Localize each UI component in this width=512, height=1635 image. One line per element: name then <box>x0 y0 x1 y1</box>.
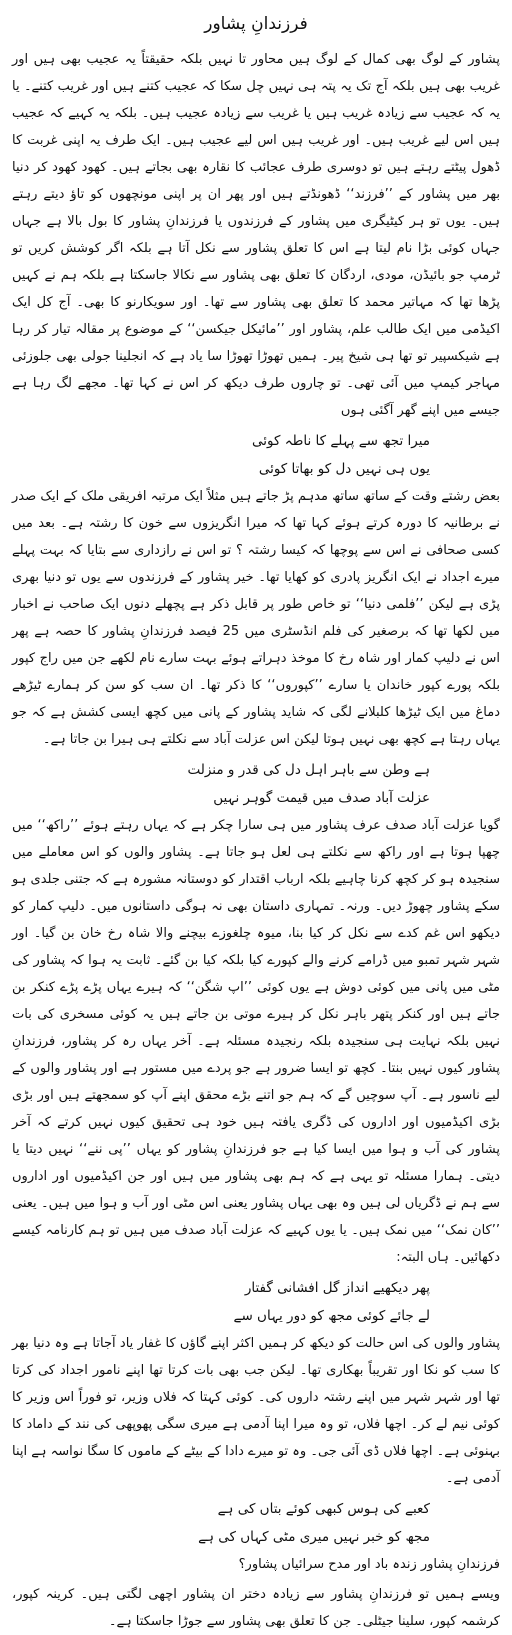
verse-line: مجھ کو خبر نہیں میری مٹی کہاں کی ہے <box>198 1529 430 1545</box>
paragraph: بعض رشتے وقت کے ساتھ ساتھ مدہم پڑ جاتے ہیں مثلاً ایک مرتبہ افریقی ملک کے ایک صدر نے برطانیہ کا دورہ کرتے ہوئے کہا تھا کہ میرا انگریزوں سے خون کا رشتہ ہے۔ بعد میں کسی صحافی نے اس سے پوچھا کہ کیسا رشتہ ؟ تو اس نے رازداری سے بتایا کہ بہت پہلے میرے اجداد نے ایک انگریز پادری کو کھایا تھا۔ خیر پشاور کے فرزندوں سے یوں تو دنیا بھری پڑی ہے لیکن ’’فلمی دنیا‘‘ تو خاص طور پر قابل ذکر ہے پچھلے دنوں ایک صاحب نے اخبار میں لکھا تھا کہ برصغیر کی فلم انڈسٹری میں 25 فیصد فرزندانِ پشاور کا حصہ ہے پھر اس نے دلیپ کمار اور شاہ رخ کا موخذ دہراتے ہوئے بہت سارے نام لکھے جن میں راج کپور بلکہ پورے کپور خاندان یا سارے ’’کپوروں‘‘ کا ذکر تھا۔ ان سب کو سن کر ہمارے ٹیڑھے دماغ میں ایک ٹیڑھا کلبلانے لگی کہ شاید پشاور کے پانی میں کچھ ایسی کشش ہے کہ جو یہاں رہتا ہے کچھ بھی نہیں ہوتا لیکن اس عزلت آباد سے نکلتے ہی ہیرا بن جاتا ہے۔ <box>12 489 500 747</box>
verse-line: یوں ہی نہیں دل کو بھاتا کوئی <box>258 461 430 477</box>
paragraph: پشاور کے لوگ بھی کمال کے لوگ ہیں محاور تا نہیں بلکہ حقیقتاً یہ عجیب بھی ہیں اور غریب بھی ہیں بلکہ آج تک یہ پتہ ہی نہیں چل سکا کہ عجیب کتنے ہیں اور غریب کتنے۔ یا یہ کہ عجیب سے زیادہ غریب ہیں یا غریب سے زیادہ عجیب ہیں۔ بلکہ یہ کہیے کہ عجیب ہیں اس لیے غریب ہیں۔ اور غریب ہیں اس لیے عجیب ہیں۔ ایک طرف یہ اپنی غربت کا ڈھول پیٹتے رہتے ہیں تو دوسری طرف عجائب کا نقارہ بھی بجاتے ہیں۔ کھود کھود کر دنیا بھر میں پشاور کے ’’فرزند‘‘ ڈھونڈتے ہیں اور پھر ان پر اپنی مونچھوں کو تاؤ دیتے رہتے ہیں۔ یوں تو ہر کیٹیگری میں پشاور کے فرزندوں یا فرزندانِ پشاور کا بول بالا ہے جہاں جہاں کوئی بڑا نام لیتا ہے اس کا تعلق پشاور سے نکل آتا ہے بلکہ اگر کوشش کریں تو ٹرمپ جو بائیڈن، مودی، اردگان کا تعلق بھی پشاور سے نکالا جاسکتا ہے بلکہ ہم نے کہیں پڑھا تھا کہ مہاتیر محمد کا تعلق بھی پشاور سے تھا۔ اور سویکارنو کا بھی۔ آج کل ایک اکیڈمی میں ایک طالب علم، پشاور اور ’’مائیکل جیکسن‘‘ کے موضوع پر مقالہ تیار کر رہا ہے شیکسپیر تو تھا ہی شیخ پیر۔ ہمیں تھوڑا تھوڑا سا یاد ہے کہ انجلینا جولی بھی جلوزئی مہاجر کیمپ میں آئی تھی۔ تو چاروں طرف دیکھ کر اس نے کہا تھا۔ مجھے لگ رہا ہے جیسے میں اپنے گھر آگئی ہوں <box>12 52 500 418</box>
verse-line: عزلت آباد صدف میں قیمت گوہر نہیں <box>213 790 430 806</box>
verse-line: کعبے کی ہوس کبھی کوئے بتاں کی ہے <box>217 1501 430 1517</box>
verse-line: ہے وطن سے باہر اہل دل کی قدر و منزلت <box>187 762 430 778</box>
verse-line: لے جائے کوئی مجھ کو دور یہاں سے <box>233 1308 430 1324</box>
paragraph: ویسے ہمیں تو فرزندانِ پشاور سے زیادہ دختر ان پشاور اچھی لگتی ہیں۔ کرینہ کپور، کرشمہ کپور، سلینا جیٹلی۔ جن کا تعلق بھی پشاور سے جوڑا جاسکتا ہے۔ <box>12 1587 500 1629</box>
article-body <box>12 46 500 1635</box>
paragraph: گویا عزلت آباد صدف عرف پشاور میں ہی سارا چکر ہے کہ یہاں رہتے ہوئے ’’راکھ‘‘ میں چھپا ہوتا ہے اور راکھ سے نکلتے ہی لعل ہو جاتا ہے۔ پشاور والوں کو اس معاملے میں سنجیدہ ہو کر کچھ کرنا چاہیے بلکہ ارباب اقتدار کو دوستانہ مشورہ ہے کہ جتنی جلدی ہو سکے پشاور چھوڑ دیں۔ ورنہ۔ تمہاری داستان بھی نہ ہوگی داستانوں میں۔ دلیپ کمار کو دیکھو اس غم کدے سے نکل کر کیا بنا، میوہ چلغوزے بیچنے والا شاہ رخ خان بن گیا۔ اور شہر شہر تمبو میں ڈرامے کرنے والے کپورے کیا بلکہ کیا بن گئے۔ ثابت یہ ہوا کہ پشاور کی مٹی میں پانی میں کوئی دوش ہے یوں کوئی ’’اپ شگن‘‘ کہ ہیرے یہاں پڑے پڑے کنکر بن جاتے ہیں اور کنکر پتھر باہر نکل کر ہیرے موتی بن جاتے ہیں یہ کوئی مسخری کی بات نہیں بلکہ نہایت ہی سنجیدہ بلکہ رنجیدہ مسئلہ ہے۔ آخر یہاں رہ کر پشاور، فرزندانِ پشاور کیوں نہیں بنتا۔ کچھ تو ایسا ضرور ہے جو پردے میں مستور ہے اور پشاور والوں کے لیے ناسور ہے۔ آپ سوچیں گے کہ ہم جو اتنے بڑے محقق اپنے آپ کو سمجھتے ہیں اور بڑی بڑی اکیڈمیوں اور اداروں کی ڈگری یافتہ ہیں خود ہی تحقیق کیوں نہیں کرتے کہ آخر پشاور کی آب و ہوا میں ایسا کیا ہے جو فرزندانِ پشاور کو یہاں ’’پی ننے‘‘ نہیں دیتا یا دیتی۔ ہمارا مسئلہ تو یہی ہے کہ ہم بھی پشاور میں ہیں اور جن اکیڈمیوں اور اداروں سے ہم نے ڈگریاں لی ہیں وہ بھی یہاں پشاور یعنی اس مٹی اور آب و ہوا میں ہیں۔ یعنی ’’کان نمک‘‘ میں نمک ہیں۔ یا یوں کہیے کہ عزلت آباد صدف میں ہیں تو ہم کارنامہ کیسے دکھائیں۔ ہاں البتہ: <box>12 818 500 1265</box>
verse-line: پھر دیکھیے انداز گل افشانی گفتار <box>244 1280 430 1296</box>
paragraph: پشاور والوں کی اس حالت کو دیکھ کر ہمیں اکثر اپنے گاؤں کا غفار یاد آجاتا ہے وہ دنیا بھر کا سب کو نکا اور تقریباً بھکاری تھا۔ لیکن جب بھی بات کرتا تھا اپنے نامور اجداد کی کرتا تھا اور شہر شہر میں اپنے رشتہ داروں کی۔ کوئی کہتا کہ فلاں وزیر، تو فوراً اس وزیر کا کوئی نیم لے کر۔ اچھا فلاں، تو وہ میرا اپنا آدمی ہے میری سگی پھوپھی کی نند کے داماد کا بہنوئی ہے۔ اچھا فلاں ڈی آئی جی۔ وہ تو میرے دادا کے بیٹے کے ماموں کا سگا نواسہ ہے اپنا آدمی ہے۔ <box>12 1336 500 1486</box>
paragraph: فرزندانِ پشاور زندہ باد اور مدح سرائیاں پشاور؟ <box>238 1557 500 1572</box>
verse-line: میرا تجھ سے پہلے کا ناطہ کوئی <box>252 433 430 449</box>
article-title: فرزندانِ پشاور <box>204 14 308 34</box>
